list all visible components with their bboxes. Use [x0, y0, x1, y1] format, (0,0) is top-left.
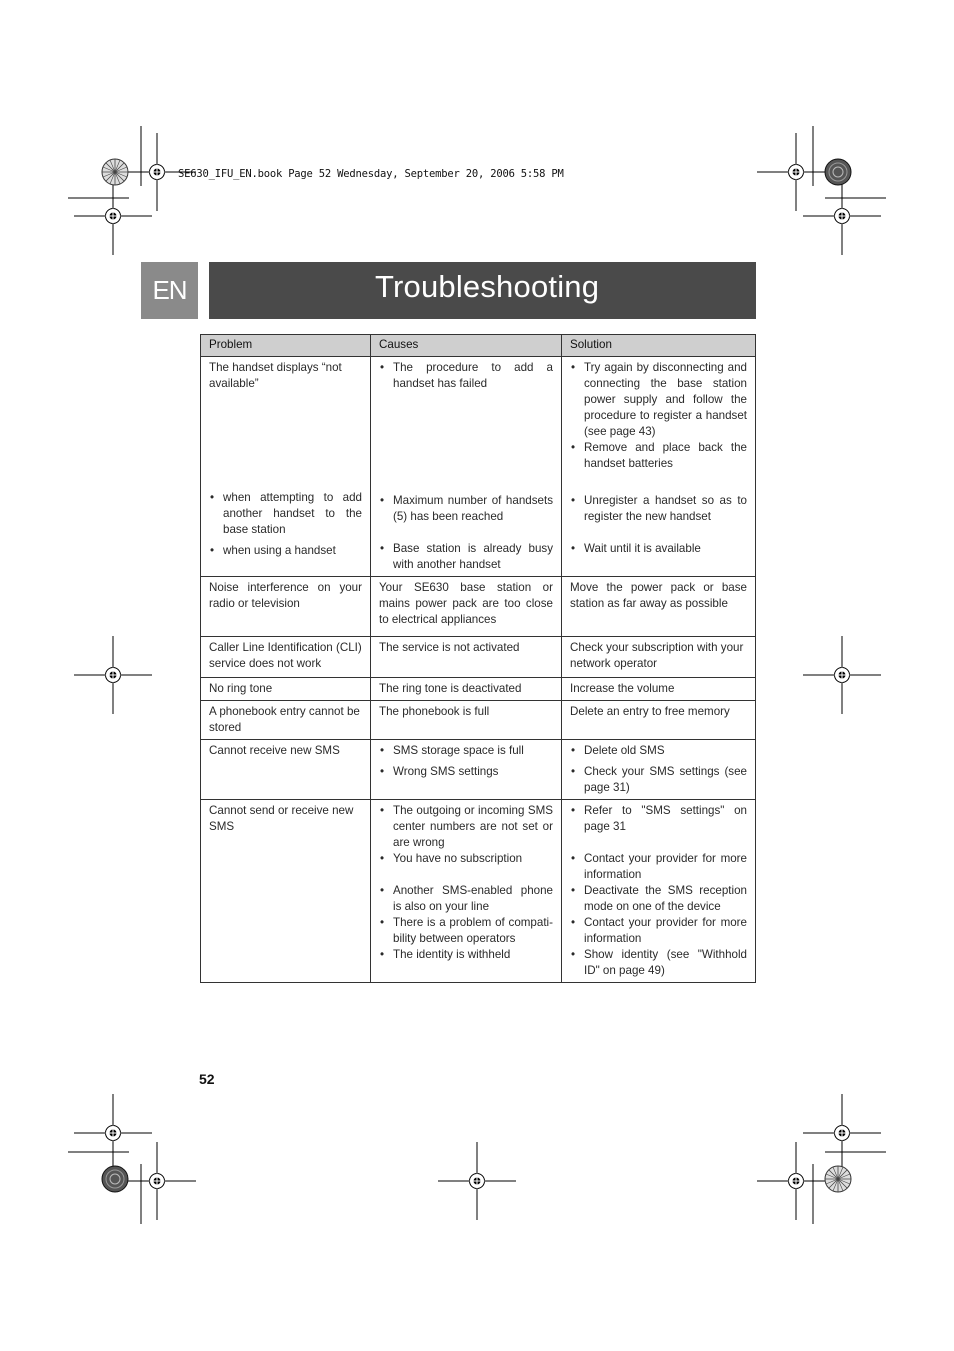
problem-cell [201, 484, 371, 577]
list-item: • Check your SMS settings (see page 31) [570, 764, 747, 796]
problem-cell: Caller Line Identification (CLI) service does not work [201, 636, 371, 677]
problem-cell: Cannot receive new SMS [201, 739, 371, 799]
table-row [201, 484, 756, 577]
causes-cell: The ring tone is deactivated [371, 677, 562, 700]
causes-cell [371, 799, 562, 982]
problem-cell: No ring tone [201, 677, 371, 700]
list-item: • Another SMS-enabled phone is also on your line [379, 883, 553, 915]
column-header-solution: Solution [562, 335, 756, 357]
list-item: • Deactivate the SMS reception mode on one of the device [570, 883, 747, 915]
problem-cell: Cannot send or receive new SMS [201, 799, 371, 982]
causes-cell [371, 739, 562, 799]
solution-cell: Increase the volume [562, 677, 756, 700]
causes-cell: Your SE630 base station or mains power pack are too close to electrical appliances [371, 576, 562, 636]
table-header-row [201, 335, 756, 357]
page-title: Troubleshooting [375, 269, 600, 304]
table-row [201, 357, 756, 484]
list-item: • There is a problem of compati-bility between operators [379, 915, 553, 947]
list-item: • Delete old SMS [570, 743, 747, 759]
print-header-line: SE630_IFU_EN.book Page 52 Wednesday, September 20, 2006 5:58 PM [178, 168, 564, 180]
list-item: • Wrong SMS settings [379, 764, 553, 780]
column-header-problem: Problem [201, 335, 371, 357]
solution-cell: Move the power pack or base station as far away as possible [562, 576, 756, 636]
list-item: • Base station is already busy with another handset [379, 541, 553, 573]
list-item: • The identity is withheld [379, 947, 553, 963]
list-item: • You have no subscription [379, 851, 553, 867]
title-bar [209, 262, 756, 319]
troubleshooting-table [200, 334, 756, 983]
table-row [201, 700, 756, 739]
causes-cell [371, 484, 562, 577]
problem-cell [201, 357, 371, 484]
table-row [201, 739, 756, 799]
list-item: • Contact your provider for more information [570, 851, 747, 883]
problem-cell: Noise interference on your radio or television [201, 576, 371, 636]
list-item: • Show identity (see "Withhold ID" on page 49) [570, 947, 747, 979]
table-row [201, 799, 756, 982]
problem-text: The handset displays “not available” [209, 361, 342, 390]
page-number: 52 [199, 1071, 215, 1087]
list-item: • SMS storage space is full [379, 743, 553, 759]
solution-cell [562, 357, 756, 484]
solution-cell: Check your subscription with your network operator [562, 636, 756, 677]
solution-cell [562, 799, 756, 982]
list-item: • Wait until it is available [570, 541, 747, 557]
causes-cell [371, 357, 562, 484]
list-item: • Maximum number of handsets (5) has been reached [379, 493, 553, 525]
list-item: • Remove and place back the handset batteries [570, 440, 747, 472]
solution-cell [562, 739, 756, 799]
list-item: • when using a handset [209, 543, 362, 559]
problem-cell: A phonebook entry cannot be stored [201, 700, 371, 739]
list-item: • Try again by disconnecting and connecting the base station power supply and follow the procedure to register a handset (see page 43) [570, 360, 747, 440]
table-row [201, 576, 756, 636]
solution-cell [562, 484, 756, 577]
language-tab: EN [141, 262, 198, 319]
causes-cell: The service is not activated [371, 636, 562, 677]
table-row [201, 636, 756, 677]
list-item: • Contact your provider for more information [570, 915, 747, 947]
list-item: • Unregister a handset so as to register the new handset [570, 493, 747, 525]
list-item: • The procedure to add a handset has failed [379, 360, 553, 392]
solution-cell: Delete an entry to free memory [562, 700, 756, 739]
table-row [201, 677, 756, 700]
list-item: • The outgoing or incoming SMS center numbers are not set or are wrong [379, 803, 553, 851]
list-item: • when attempting to add another handset to the base station [209, 490, 362, 538]
causes-cell: The phonebook is full [371, 700, 562, 739]
list-item: • Refer to "SMS settings" on page 31 [570, 803, 747, 835]
column-header-causes: Causes [371, 335, 562, 357]
